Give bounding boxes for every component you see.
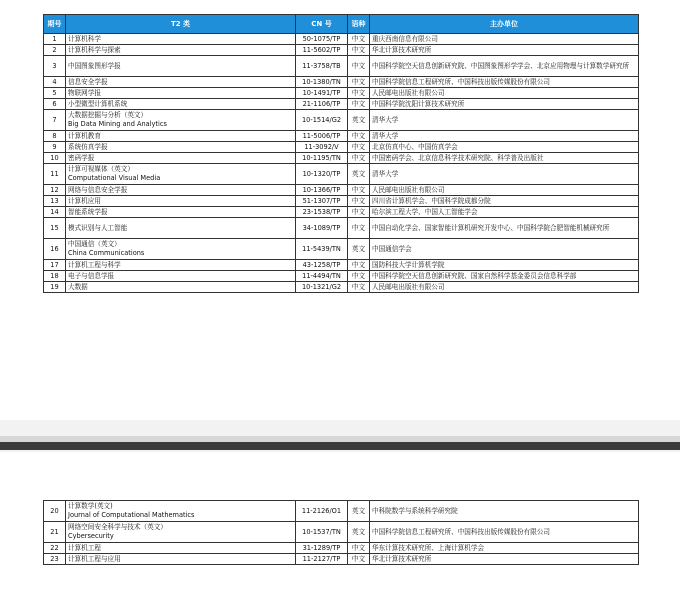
cell-issue-no: 10 <box>44 153 66 164</box>
cell-journal-name <box>66 543 296 554</box>
header-cn-number: CN 号 <box>296 15 348 34</box>
journal-name-cn: 计算机科学 <box>68 34 101 43</box>
cell-language: 中文 <box>348 185 370 196</box>
cell-journal-name <box>66 77 296 88</box>
cell-sponsor: 华北计算技术研究所 <box>370 554 639 565</box>
cell-issue-no: 21 <box>44 522 66 543</box>
cell-journal-name <box>66 271 296 282</box>
cell-sponsor: 华东计算技术研究所、上海计算机学会 <box>370 543 639 554</box>
cell-issue-no: 16 <box>44 239 66 260</box>
cell-journal-name <box>66 110 296 131</box>
cell-cn-number: 11-3758/TB <box>296 56 348 77</box>
journal-name-cn: 密码学报 <box>68 153 95 162</box>
journal-name-cn: 大数据挖掘与分析（英文） <box>68 111 148 119</box>
cell-journal-name <box>66 142 296 153</box>
journal-name-cn: 智能系统学报 <box>68 207 108 216</box>
journal-name-cn: 计算机工程 <box>68 543 101 552</box>
cell-issue-no: 7 <box>44 110 66 131</box>
cell-journal-name <box>66 239 296 260</box>
cell-issue-no: 18 <box>44 271 66 282</box>
cell-language: 英文 <box>348 164 370 185</box>
header-sponsor: 主办单位 <box>370 15 639 34</box>
cell-sponsor: 四川省计算机学会、中国科学院成都分院 <box>370 196 639 207</box>
cell-cn-number: 11-2127/TP <box>296 554 348 565</box>
cell-sponsor: 中国科学院空天信息创新研究院、国家自然科学基金委员会信息科学部 <box>370 271 639 282</box>
cell-sponsor: 北京仿真中心、中国仿真学会 <box>370 142 639 153</box>
cell-issue-no: 4 <box>44 77 66 88</box>
cell-cn-number: 11-5439/TN <box>296 239 348 260</box>
journal-name-cn: 大数据 <box>68 282 88 291</box>
page-separator <box>0 420 680 452</box>
cell-language: 中文 <box>348 196 370 207</box>
cell-cn-number: 31-1289/TP <box>296 543 348 554</box>
journal-name-cn: 网络与信息安全学报 <box>68 185 128 194</box>
table-row <box>44 164 639 185</box>
table-row <box>44 260 639 271</box>
journal-name-cn: 系统仿真学报 <box>68 142 108 151</box>
cell-issue-no: 11 <box>44 164 66 185</box>
cell-language: 中文 <box>348 56 370 77</box>
document-page-2 <box>0 452 680 590</box>
cell-cn-number: 10-1537/TN <box>296 522 348 543</box>
cell-language: 中文 <box>348 77 370 88</box>
cell-journal-name <box>66 34 296 45</box>
cell-language: 中文 <box>348 218 370 239</box>
cell-issue-no: 8 <box>44 131 66 142</box>
table-row <box>44 522 639 543</box>
table-row <box>44 207 639 218</box>
cell-issue-no: 22 <box>44 543 66 554</box>
cell-sponsor: 中国科学院信息工程研究所、中国科技出版传媒股份有限公司 <box>370 77 639 88</box>
cell-sponsor: 中国密码学会、北京信息科学技术研究院、科学普及出版社 <box>370 153 639 164</box>
table-body-page-2 <box>44 501 639 565</box>
cell-language: 英文 <box>348 239 370 260</box>
cell-sponsor: 哈尔滨工程大学、中国人工智能学会 <box>370 207 639 218</box>
cell-cn-number: 10-1491/TP <box>296 88 348 99</box>
cell-language: 中文 <box>348 543 370 554</box>
cell-language: 中文 <box>348 34 370 45</box>
cell-journal-name <box>66 218 296 239</box>
cell-cn-number: 43-1258/TP <box>296 260 348 271</box>
cell-sponsor: 中国科学院沈阳计算技术研究所 <box>370 99 639 110</box>
cell-sponsor: 人民邮电出版社有限公司 <box>370 185 639 196</box>
journal-name-cn: 模式识别与人工智能 <box>68 223 128 232</box>
cell-issue-no: 6 <box>44 99 66 110</box>
cell-language: 英文 <box>348 501 370 522</box>
cell-language: 中文 <box>348 271 370 282</box>
journal-name-cn: 中国通信（英文） <box>68 240 121 248</box>
cell-issue-no: 19 <box>44 282 66 293</box>
table-row <box>44 34 639 45</box>
table-row <box>44 88 639 99</box>
journal-table-page-2 <box>43 500 639 565</box>
cell-sponsor: 人民邮电出版社有限公司 <box>370 282 639 293</box>
table-row <box>44 110 639 131</box>
cell-issue-no: 14 <box>44 207 66 218</box>
cell-language: 中文 <box>348 554 370 565</box>
table-body-page-1 <box>44 34 639 293</box>
cell-cn-number: 11-5006/TP <box>296 131 348 142</box>
cell-language: 英文 <box>348 110 370 131</box>
table-row <box>44 99 639 110</box>
cell-sponsor: 国防科技大学计算机学院 <box>370 260 639 271</box>
cell-sponsor: 人民邮电出版社有限公司 <box>370 88 639 99</box>
journal-name-en: China Communications <box>68 249 145 257</box>
cell-language: 中文 <box>348 88 370 99</box>
table-row <box>44 142 639 153</box>
cell-cn-number: 10-1380/TN <box>296 77 348 88</box>
cell-language: 中文 <box>348 282 370 293</box>
cell-issue-no: 1 <box>44 34 66 45</box>
cell-cn-number: 10-1321/G2 <box>296 282 348 293</box>
cell-issue-no: 13 <box>44 196 66 207</box>
table-row <box>44 185 639 196</box>
cell-journal-name <box>66 501 296 522</box>
cell-cn-number: 11-5602/TP <box>296 45 348 56</box>
cell-journal-name <box>66 185 296 196</box>
journal-name-cn: 计算机教育 <box>68 131 101 140</box>
journal-name-cn: 小型微型计算机系统 <box>68 99 128 108</box>
cell-language: 中文 <box>348 260 370 271</box>
journal-name-cn: 计算可视媒体（英文） <box>68 165 134 173</box>
journal-name-cn: 计算机工程与科学 <box>68 260 121 269</box>
cell-sponsor: 中国自动化学会、国家智能计算机研究开发中心、中国科学院合肥智能机械研究所 <box>370 218 639 239</box>
table-row <box>44 271 639 282</box>
journal-name-en: Computational Visual Media <box>68 174 161 182</box>
cell-sponsor: 华北计算技术研究所 <box>370 45 639 56</box>
cell-issue-no: 12 <box>44 185 66 196</box>
cell-cn-number: 50-1075/TP <box>296 34 348 45</box>
cell-sponsor: 清华大学 <box>370 131 639 142</box>
table-row <box>44 218 639 239</box>
journal-name-cn: 计算机科学与探索 <box>68 45 121 54</box>
cell-issue-no: 3 <box>44 56 66 77</box>
cell-cn-number: 23-1538/TP <box>296 207 348 218</box>
cell-issue-no: 23 <box>44 554 66 565</box>
cell-language: 中文 <box>348 207 370 218</box>
cell-language: 中文 <box>348 153 370 164</box>
cell-journal-name <box>66 88 296 99</box>
journal-name-en: Big Data Mining and Analytics <box>68 120 167 128</box>
cell-issue-no: 17 <box>44 260 66 271</box>
journal-name-cn: 计算机应用 <box>68 196 101 205</box>
cell-cn-number: 21-1106/TP <box>296 99 348 110</box>
cell-journal-name <box>66 131 296 142</box>
header-t2-class: T2 类 <box>66 15 296 34</box>
cell-cn-number: 11-3092/V <box>296 142 348 153</box>
cell-cn-number: 34-1089/TP <box>296 218 348 239</box>
table-row <box>44 153 639 164</box>
journal-name-cn: 计算数学(英文) <box>68 502 113 510</box>
cell-cn-number: 10-1320/TP <box>296 164 348 185</box>
cell-journal-name <box>66 164 296 185</box>
cell-journal-name <box>66 56 296 77</box>
cell-sponsor: 清华大学 <box>370 164 639 185</box>
cell-journal-name <box>66 153 296 164</box>
cell-sponsor: 中科院数学与系统科学研究院 <box>370 501 639 522</box>
table-row <box>44 501 639 522</box>
journal-name-en: Journal of Computational Mathematics <box>68 511 195 519</box>
cell-journal-name <box>66 554 296 565</box>
cell-journal-name <box>66 196 296 207</box>
cell-language: 中文 <box>348 131 370 142</box>
cell-sponsor: 清华大学 <box>370 110 639 131</box>
cell-cn-number: 11-4494/TN <box>296 271 348 282</box>
header-language: 语种 <box>348 15 370 34</box>
cell-journal-name <box>66 207 296 218</box>
cell-sponsor: 中国科学院空天信息创新研究院、中国图象图形学学会、北京应用物理与计算数学研究所 <box>370 56 639 77</box>
cell-journal-name <box>66 282 296 293</box>
cell-cn-number: 10-1514/G2 <box>296 110 348 131</box>
cell-language: 中文 <box>348 99 370 110</box>
header-issue-no: 期号 <box>44 15 66 34</box>
cell-issue-no: 20 <box>44 501 66 522</box>
cell-issue-no: 9 <box>44 142 66 153</box>
table-row <box>44 56 639 77</box>
cell-cn-number: 11-2126/O1 <box>296 501 348 522</box>
journal-name-en: Cybersecurity <box>68 532 114 540</box>
cell-language: 中文 <box>348 142 370 153</box>
cell-cn-number: 10-1195/TN <box>296 153 348 164</box>
cell-journal-name <box>66 522 296 543</box>
cell-journal-name <box>66 260 296 271</box>
table-row <box>44 196 639 207</box>
journal-name-cn: 电子与信息学报 <box>68 271 115 280</box>
journal-table-page-1 <box>43 14 639 293</box>
cell-cn-number: 10-1366/TP <box>296 185 348 196</box>
cell-issue-no: 15 <box>44 218 66 239</box>
cell-language: 中文 <box>348 45 370 56</box>
table-row <box>44 45 639 56</box>
table-header-row <box>44 15 639 34</box>
table-row <box>44 131 639 142</box>
cell-journal-name <box>66 99 296 110</box>
journal-name-cn: 计算机工程与应用 <box>68 554 121 563</box>
cell-issue-no: 5 <box>44 88 66 99</box>
cell-sponsor: 重庆西南信息有限公司 <box>370 34 639 45</box>
cell-sponsor: 中国科学院信息工程研究所、中国科技出版传媒股份有限公司 <box>370 522 639 543</box>
cell-issue-no: 2 <box>44 45 66 56</box>
table-row <box>44 77 639 88</box>
table-row <box>44 554 639 565</box>
cell-cn-number: 51-1307/TP <box>296 196 348 207</box>
cell-language: 英文 <box>348 522 370 543</box>
journal-name-cn: 信息安全学报 <box>68 77 108 86</box>
journal-name-cn: 物联网学报 <box>68 88 101 97</box>
cell-sponsor: 中国通信学会 <box>370 239 639 260</box>
journal-name-cn: 中国图象图形学报 <box>68 61 121 70</box>
table-row <box>44 239 639 260</box>
journal-name-cn: 网络空间安全科学与技术（英文） <box>68 523 167 531</box>
table-row <box>44 543 639 554</box>
cell-journal-name <box>66 45 296 56</box>
table-row <box>44 282 639 293</box>
